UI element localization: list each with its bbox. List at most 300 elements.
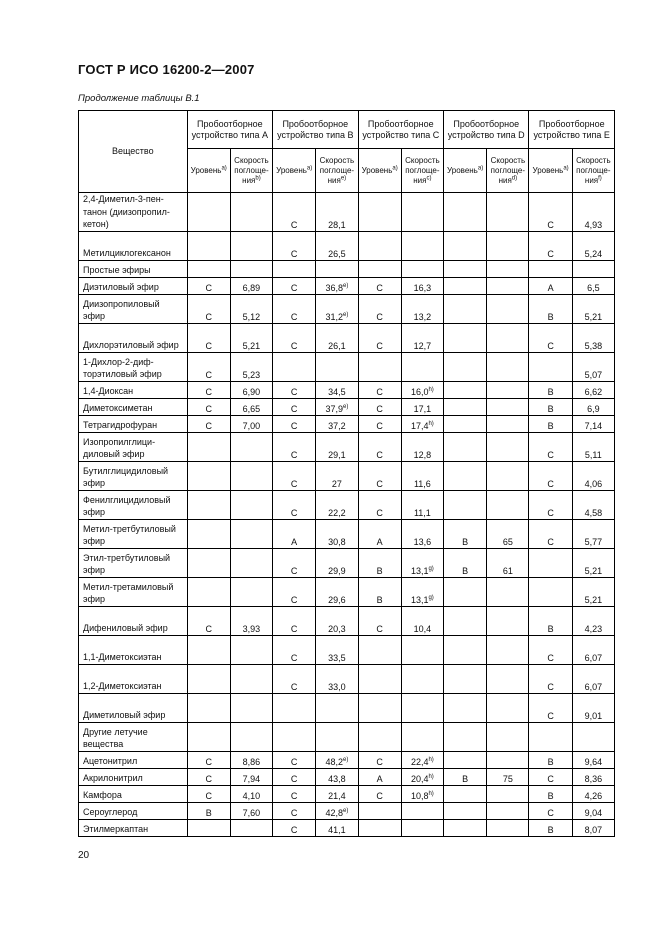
level-cell: [187, 664, 230, 693]
rate-cell: 5,38: [572, 323, 614, 352]
rate-cell: 4,10: [230, 785, 272, 802]
level-cell: C: [273, 415, 316, 432]
rate-cell: [230, 432, 272, 461]
rate-cell: 33,5: [316, 635, 358, 664]
level-cell: C: [273, 548, 316, 577]
rate-cell: 41,1: [316, 819, 358, 836]
footnote-mark: d): [511, 174, 518, 181]
substance-name: 1,1-Диметоксиэтан: [79, 635, 188, 664]
level-cell: B: [444, 548, 487, 577]
table-row: [79, 519, 615, 548]
level-cell: A: [358, 519, 401, 548]
table-row: [79, 768, 615, 785]
footnote-mark: h): [428, 420, 434, 427]
table-row: [79, 323, 615, 352]
rate-cell: [316, 260, 358, 277]
footnote-mark: a): [221, 164, 227, 171]
level-cell: [358, 802, 401, 819]
level-cell: [358, 819, 401, 836]
rate-cell: 10,4: [401, 606, 443, 635]
level-cell: C: [273, 490, 316, 519]
level-cell: B: [187, 802, 230, 819]
footnote-mark: h): [428, 773, 434, 780]
level-cell: [358, 722, 401, 751]
level-cell: C: [187, 323, 230, 352]
rate-cell: 13,6: [401, 519, 443, 548]
footnote-mark: a): [392, 164, 398, 171]
level-cell: [529, 722, 572, 751]
level-cell: [444, 635, 487, 664]
substance-name: Метил-третбутиловый эфир: [79, 519, 188, 548]
level-cell: C: [187, 606, 230, 635]
rate-cell: [230, 260, 272, 277]
level-header: Уровень$^{a)}$: [529, 149, 572, 193]
rate-cell: 5,11: [572, 432, 614, 461]
substance-name: Фенилглицидиловый эфир: [79, 490, 188, 519]
table-row: [79, 294, 615, 323]
level-cell: B: [529, 415, 572, 432]
rate-cell: [230, 577, 272, 606]
rate-cell: 13,1$^{g)}$: [401, 577, 443, 606]
level-cell: C: [187, 785, 230, 802]
level-cell: C: [358, 785, 401, 802]
rate-cell: [230, 461, 272, 490]
level-cell: [358, 193, 401, 232]
rate-cell: 4,58: [572, 490, 614, 519]
level-cell: [187, 548, 230, 577]
level-cell: C: [273, 398, 316, 415]
rate-cell: 5,23: [230, 352, 272, 381]
rate-cell: 43,8: [316, 768, 358, 785]
rate-cell: [401, 802, 443, 819]
substance-name: Диэтиловый эфир: [79, 277, 188, 294]
rate-cell: 37,2: [316, 415, 358, 432]
rate-cell: 20,4$^{h)}$: [401, 768, 443, 785]
level-cell: [444, 577, 487, 606]
rate-cell: [487, 461, 529, 490]
rate-cell: 9,64: [572, 751, 614, 768]
level-cell: C: [273, 819, 316, 836]
table-row: [79, 260, 615, 277]
substance-name: Другие летучие вещества: [79, 722, 188, 751]
level-cell: [187, 819, 230, 836]
level-cell: [187, 490, 230, 519]
rate-cell: 21,4: [316, 785, 358, 802]
level-cell: C: [529, 323, 572, 352]
table-row: [79, 635, 615, 664]
rate-cell: [401, 193, 443, 232]
table-row: [79, 231, 615, 260]
rate-cell: 6,65: [230, 398, 272, 415]
rate-cell: [230, 664, 272, 693]
rate-cell: 65: [487, 519, 529, 548]
rate-cell: [401, 260, 443, 277]
level-cell: C: [529, 461, 572, 490]
footnote-mark: b): [255, 174, 261, 181]
rate-cell: 6,5: [572, 277, 614, 294]
rate-cell: 48,2$^{e)}$: [316, 751, 358, 768]
table-body: [79, 193, 615, 837]
level-cell: C: [529, 664, 572, 693]
level-cell: C: [187, 768, 230, 785]
rate-header: Скорость поглоще- ния$^{c)}$: [401, 149, 443, 193]
rate-cell: [487, 352, 529, 381]
level-cell: C: [273, 277, 316, 294]
level-header: Уровень$^{a)}$: [358, 149, 401, 193]
level-cell: C: [187, 751, 230, 768]
table-row: [79, 722, 615, 751]
substance-name: Метил-третамиловый эфир: [79, 577, 188, 606]
level-cell: [444, 490, 487, 519]
rate-cell: 26,1: [316, 323, 358, 352]
rate-cell: 17,4$^{h)}$: [401, 415, 443, 432]
footnote-mark: c): [426, 174, 432, 181]
substance-name: Этил-третбутиловый эфир: [79, 548, 188, 577]
rate-cell: 5,21: [230, 323, 272, 352]
rate-cell: 29,9: [316, 548, 358, 577]
rate-cell: 17,1: [401, 398, 443, 415]
level-cell: C: [529, 432, 572, 461]
rate-cell: [401, 722, 443, 751]
level-cell: [444, 415, 487, 432]
rate-cell: 29,1: [316, 432, 358, 461]
level-cell: C: [529, 231, 572, 260]
rate-cell: 4,93: [572, 193, 614, 232]
group-header-b: Пробоотборное устройство типа B: [273, 111, 358, 149]
rate-cell: 9,04: [572, 802, 614, 819]
rate-cell: 8,36: [572, 768, 614, 785]
level-cell: C: [273, 802, 316, 819]
footnote-mark: a): [563, 164, 569, 171]
substance-name: Диметоксиметан: [79, 398, 188, 415]
level-cell: C: [273, 231, 316, 260]
substance-name: Ацетонитрил: [79, 751, 188, 768]
substance-name: Простые эфиры: [79, 260, 188, 277]
level-cell: C: [358, 490, 401, 519]
rate-cell: [316, 352, 358, 381]
group-header-c: Пробоотборное устройство типа C: [358, 111, 443, 149]
rate-cell: 29,6: [316, 577, 358, 606]
level-cell: [444, 323, 487, 352]
footnote-mark: e): [343, 756, 349, 763]
level-cell: B: [444, 519, 487, 548]
rate-cell: 13,1$^{g)}$: [401, 548, 443, 577]
footnote-mark: f): [598, 174, 602, 181]
rate-cell: [230, 722, 272, 751]
footnote-mark: e): [343, 282, 349, 289]
level-cell: B: [529, 381, 572, 398]
rate-cell: 5,77: [572, 519, 614, 548]
table-row: [79, 432, 615, 461]
rate-cell: [487, 664, 529, 693]
level-cell: B: [358, 577, 401, 606]
level-cell: C: [358, 432, 401, 461]
table-row: [79, 693, 615, 722]
rate-header: Скорость поглоще- ния$^{d)}$: [487, 149, 529, 193]
rate-cell: [487, 193, 529, 232]
substance-name: Камфора: [79, 785, 188, 802]
rate-cell: [487, 606, 529, 635]
rate-cell: 22,4$^{h)}$: [401, 751, 443, 768]
table-row: [79, 193, 615, 232]
substance-name: Изопропилглицидиловый эфир: [79, 432, 188, 461]
level-cell: C: [273, 294, 316, 323]
page-number: 20: [78, 850, 90, 861]
level-cell: C: [187, 415, 230, 432]
level-cell: [444, 381, 487, 398]
rate-cell: 61: [487, 548, 529, 577]
level-cell: C: [529, 193, 572, 232]
level-cell: C: [358, 398, 401, 415]
group-header-d: Пробоотборное устройство типа D: [444, 111, 529, 149]
level-cell: C: [273, 381, 316, 398]
rate-cell: [487, 693, 529, 722]
rate-cell: [230, 231, 272, 260]
substance-name: Тетрагидрофуран: [79, 415, 188, 432]
substance-name: Диизопропиловый эфир: [79, 294, 188, 323]
level-cell: [273, 722, 316, 751]
level-header: Уровень$^{a)}$: [187, 149, 230, 193]
rate-cell: [487, 577, 529, 606]
table-row: [79, 664, 615, 693]
substance-name: Бутилглицидиловый эфир: [79, 461, 188, 490]
rate-cell: [487, 722, 529, 751]
rate-cell: [572, 260, 614, 277]
level-cell: [444, 294, 487, 323]
level-cell: [529, 352, 572, 381]
rate-cell: 5,21: [572, 294, 614, 323]
rate-cell: [572, 722, 614, 751]
level-cell: B: [529, 294, 572, 323]
level-cell: [187, 722, 230, 751]
level-cell: [444, 785, 487, 802]
level-cell: [444, 260, 487, 277]
level-cell: [273, 352, 316, 381]
rate-cell: [487, 415, 529, 432]
level-cell: [444, 231, 487, 260]
level-cell: [529, 577, 572, 606]
level-cell: C: [273, 751, 316, 768]
level-cell: [529, 548, 572, 577]
footnote-mark: h): [428, 386, 434, 393]
rate-cell: 6,07: [572, 635, 614, 664]
level-cell: [273, 693, 316, 722]
substance-name: Дихлорэтиловый эфир: [79, 323, 188, 352]
level-cell: [444, 193, 487, 232]
rate-cell: [487, 277, 529, 294]
level-cell: [444, 664, 487, 693]
rate-cell: 28,1: [316, 193, 358, 232]
level-cell: C: [529, 802, 572, 819]
level-cell: [444, 398, 487, 415]
level-cell: [444, 819, 487, 836]
level-cell: C: [529, 693, 572, 722]
rate-cell: [230, 193, 272, 232]
rate-cell: 8,07: [572, 819, 614, 836]
rate-cell: [487, 231, 529, 260]
level-cell: C: [187, 277, 230, 294]
rate-cell: 11,6: [401, 461, 443, 490]
level-cell: [358, 693, 401, 722]
rate-cell: 6,89: [230, 277, 272, 294]
rate-cell: 7,00: [230, 415, 272, 432]
footnote-mark: a): [306, 164, 313, 171]
rate-cell: 31,2$^{e)}$: [316, 294, 358, 323]
substance-name: Сероуглерод: [79, 802, 188, 819]
rate-cell: 7,94: [230, 768, 272, 785]
table-row: [79, 548, 615, 577]
level-cell: B: [529, 398, 572, 415]
table-row: [79, 381, 615, 398]
level-cell: C: [187, 294, 230, 323]
level-cell: C: [273, 664, 316, 693]
rate-cell: 7,14: [572, 415, 614, 432]
substance-name: 1,4-Диоксан: [79, 381, 188, 398]
rate-cell: [401, 693, 443, 722]
rate-cell: 6,62: [572, 381, 614, 398]
level-cell: C: [358, 751, 401, 768]
document-title: ГОСТ Р ИСО 16200-2—2007: [78, 62, 255, 77]
level-cell: A: [529, 277, 572, 294]
level-cell: [358, 231, 401, 260]
level-cell: [358, 635, 401, 664]
level-cell: [187, 432, 230, 461]
rate-cell: 13,2: [401, 294, 443, 323]
rate-cell: 10,8$^{h)}$: [401, 785, 443, 802]
level-cell: A: [273, 519, 316, 548]
rate-cell: [230, 519, 272, 548]
rate-cell: 12,8: [401, 432, 443, 461]
rate-cell: [487, 490, 529, 519]
level-cell: C: [358, 277, 401, 294]
rate-cell: 37,9$^{e)}$: [316, 398, 358, 415]
level-cell: [187, 693, 230, 722]
level-cell: [444, 277, 487, 294]
rate-cell: 20,3: [316, 606, 358, 635]
rate-cell: 12,7: [401, 323, 443, 352]
level-cell: C: [529, 635, 572, 664]
level-cell: C: [273, 606, 316, 635]
substance-name: 1-Дихлор-2-дифторэтиловый эфир: [79, 352, 188, 381]
group-header-e: Пробоотборное устройство типа E: [529, 111, 615, 149]
table-continuation-caption: Продолжение таблицы В.1: [78, 93, 200, 104]
rate-cell: [487, 785, 529, 802]
substance-name: Диметиловый эфир: [79, 693, 188, 722]
level-cell: C: [358, 415, 401, 432]
rate-cell: 22,2: [316, 490, 358, 519]
level-cell: [358, 352, 401, 381]
rate-cell: 36,8$^{e)}$: [316, 277, 358, 294]
level-cell: C: [187, 381, 230, 398]
level-cell: [444, 461, 487, 490]
footnote-mark: e): [343, 807, 349, 814]
level-cell: B: [529, 819, 572, 836]
level-header: Уровень$^{a)}$: [273, 149, 316, 193]
level-cell: C: [358, 606, 401, 635]
rate-cell: 6,9: [572, 398, 614, 415]
level-header: Уровень$^{a)}$: [444, 149, 487, 193]
table-row: [79, 819, 615, 836]
rate-cell: [487, 381, 529, 398]
table-row: [79, 577, 615, 606]
footnote-mark: a): [477, 164, 484, 171]
substance-name: Метилциклогексанон: [79, 231, 188, 260]
rate-cell: [401, 664, 443, 693]
level-cell: C: [529, 768, 572, 785]
level-cell: [187, 193, 230, 232]
rate-cell: 4,26: [572, 785, 614, 802]
rate-cell: [230, 819, 272, 836]
table-row: [79, 277, 615, 294]
level-cell: C: [529, 519, 572, 548]
rate-cell: 33,0: [316, 664, 358, 693]
rate-cell: [487, 294, 529, 323]
level-cell: C: [273, 193, 316, 232]
level-cell: C: [273, 432, 316, 461]
table-row: [79, 352, 615, 381]
level-cell: C: [273, 577, 316, 606]
rate-cell: [230, 635, 272, 664]
rate-header: Скорость поглоще- ния$^{b)}$: [230, 149, 272, 193]
substance-name: 2,4-Диметил-3-пентанон (диизопропилкетон): [79, 193, 188, 232]
table-row: [79, 751, 615, 768]
footnote-mark: e): [340, 174, 347, 181]
rate-cell: 16,0$^{h)}$: [401, 381, 443, 398]
level-cell: C: [358, 461, 401, 490]
level-cell: C: [273, 461, 316, 490]
substances-table: [78, 110, 615, 837]
rate-cell: 6,90: [230, 381, 272, 398]
level-cell: [187, 260, 230, 277]
table-row: [79, 606, 615, 635]
rate-cell: [401, 231, 443, 260]
rate-cell: [401, 819, 443, 836]
rate-cell: 9,01: [572, 693, 614, 722]
rate-cell: [230, 548, 272, 577]
table-row: [79, 398, 615, 415]
rate-cell: 4,23: [572, 606, 614, 635]
rate-cell: 5,21: [572, 577, 614, 606]
level-cell: [444, 432, 487, 461]
level-cell: C: [273, 768, 316, 785]
level-cell: [444, 606, 487, 635]
rate-cell: [316, 693, 358, 722]
rate-cell: 3,93: [230, 606, 272, 635]
rate-cell: [487, 398, 529, 415]
level-cell: B: [358, 548, 401, 577]
level-cell: [187, 231, 230, 260]
table-row: [79, 415, 615, 432]
rate-cell: [401, 352, 443, 381]
substance-name: Акрилонитрил: [79, 768, 188, 785]
level-cell: C: [273, 785, 316, 802]
rate-cell: [487, 819, 529, 836]
level-cell: C: [187, 352, 230, 381]
level-cell: [529, 260, 572, 277]
level-cell: [273, 260, 316, 277]
rate-cell: 7,60: [230, 802, 272, 819]
rate-cell: 26,5: [316, 231, 358, 260]
rate-cell: [487, 635, 529, 664]
level-cell: [444, 722, 487, 751]
rate-cell: [487, 751, 529, 768]
rate-cell: [487, 323, 529, 352]
level-cell: [358, 664, 401, 693]
substance-name: Этилмеркаптан: [79, 819, 188, 836]
rate-cell: 42,8$^{e)}$: [316, 802, 358, 819]
level-cell: C: [529, 490, 572, 519]
level-cell: B: [444, 768, 487, 785]
